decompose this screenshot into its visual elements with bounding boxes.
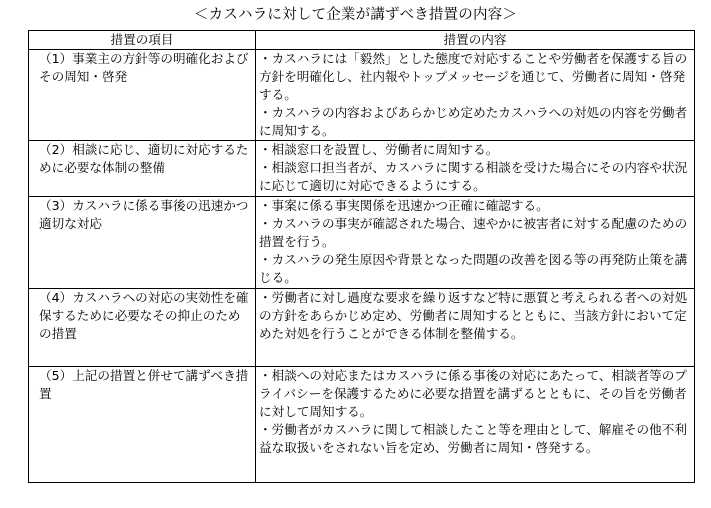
measure-content: [256, 141, 695, 197]
table-caption: ＜カスハラに対して企業が講ずべき措置の内容＞: [193, 7, 518, 23]
content-bullet: ・相談窓口担当者が、カスハラに関する相談を受けた場合にその内容や状況に応じて適切に対応できるようにする。: [259, 160, 688, 193]
content-bullet: ・事案に係る事実関係を迅速かつ正確に確認する。: [259, 198, 549, 213]
column-header-item: 措置の項目: [29, 31, 256, 50]
column-header-content: 措置の内容: [256, 31, 695, 50]
measure-content: [256, 289, 695, 367]
content-bullet: ・カスハラの内容およびあらかじめ定めたカスハラへの対処の内容を労働者に周知する。: [259, 105, 688, 138]
table-row: [29, 50, 695, 141]
table-row: [29, 367, 695, 483]
measure-item: （4）カスハラへの対応の実効性を確保するために必要なその抑止のための措置: [29, 289, 256, 367]
measure-item: （3）カスハラに係る事後の迅速かつ適切な対応: [29, 197, 256, 289]
content-bullet: ・相談窓口を設置し、労働者に周知する。: [259, 142, 499, 157]
table-row: [29, 289, 695, 367]
header-row: [29, 31, 695, 50]
content-bullet: ・相談への対応またはカスハラに係る事後の対応にあたって、相談者等のプライバシーを保護するために必要な措置を講ずるとともに、その旨を労働者に対して周知する。: [259, 368, 687, 419]
measures-table: [28, 30, 695, 483]
measure-item: （1）事業主の方針等の明確化およびその周知・啓発: [29, 50, 256, 141]
content-bullet: ・カスハラの事実が確認された場合、速やかに被害者に対する配慮のための措置を行う。: [259, 216, 688, 249]
table-row: [29, 197, 695, 289]
content-bullet: ・カスハラには「毅然」とした態度で対応することや労働者を保護する旨の方針を明確化し、社内報やトップメッセージを通じて、労働者に周知・啓発する。: [259, 51, 688, 102]
measure-content: [256, 367, 695, 483]
measure-item: （5）上記の措置と併せて講ずべき措置: [29, 367, 256, 483]
table-row: [29, 141, 695, 197]
content-bullet: ・カスハラの発生原因や背景となった問題の改善を図る等の再発防止策を講じる。: [259, 252, 688, 285]
content-bullet: ・労働者に対し過度な要求を繰り返すなど特に悪質と考えられる者への対処の方針をあらかじめ定め、労働者に周知するとともに、当該方針において定めた対処を行うことができる体制を整備する。: [259, 290, 688, 341]
content-bullet: ・労働者がカスハラに関して相談したこと等を理由として、解雇その他不利益な取扱いをされない旨を定め、労働者に周知・啓発する。: [259, 422, 687, 455]
measure-content: [256, 197, 695, 289]
measure-content: [256, 50, 695, 141]
measure-item: （2）相談に応じ、適切に対応するために必要な体制の整備: [29, 141, 256, 197]
